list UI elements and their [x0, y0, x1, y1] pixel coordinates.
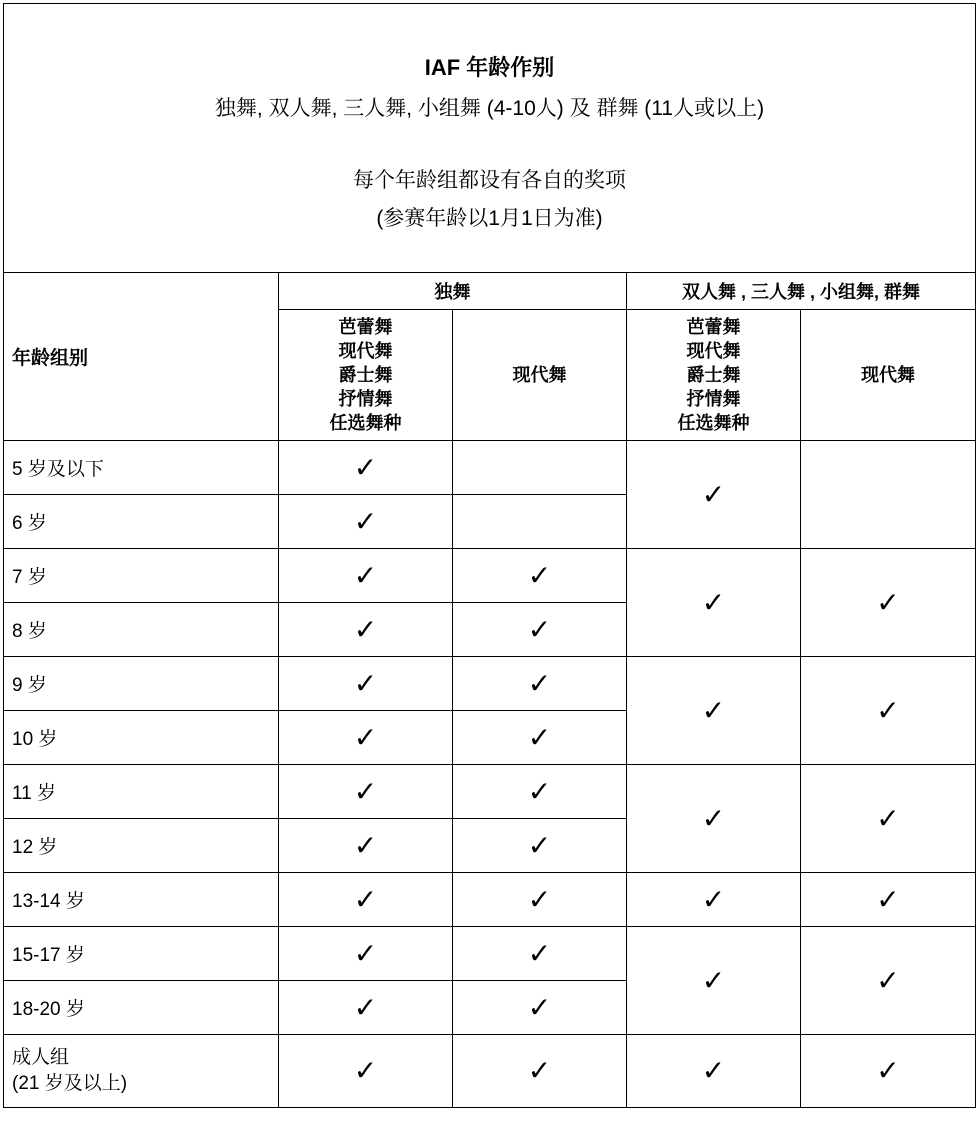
style-modern: 现代舞	[686, 341, 741, 361]
ensemble-all-cell	[627, 927, 801, 1035]
table-row	[4, 927, 976, 981]
ensemble-modern-cell	[801, 873, 976, 927]
solo-modern-cell	[453, 549, 627, 603]
adult-age-note: (21 岁及以上)	[12, 1073, 128, 1094]
check-icon: ✓	[353, 505, 378, 537]
solo-all-cell	[279, 927, 453, 981]
check-icon: ✓	[527, 667, 552, 699]
check-icon: ✓	[701, 883, 726, 915]
style-open: 任选舞种	[329, 413, 402, 433]
check-icon: ✓	[353, 721, 378, 753]
age-label: 5 岁及以下	[4, 441, 279, 495]
style-lyrical: 抒情舞	[686, 389, 741, 409]
solo-all-cell	[279, 603, 453, 657]
age-label	[4, 1035, 279, 1108]
solo-all-cell	[279, 441, 453, 495]
check-icon: ✓	[876, 694, 900, 726]
age-label: 13-14 岁	[4, 873, 279, 927]
ensemble-modern-header: 现代舞	[801, 310, 976, 441]
style-ballet: 芭蕾舞	[686, 317, 741, 337]
check-icon: ✓	[353, 775, 378, 807]
solo-modern-cell	[453, 981, 627, 1035]
table-row	[4, 657, 976, 711]
ensemble-modern-cell	[801, 1035, 976, 1108]
solo-modern-cell	[453, 873, 627, 927]
age-label: 8 岁	[4, 603, 279, 657]
solo-all-cell	[279, 873, 453, 927]
table-row	[4, 873, 976, 927]
style-jazz: 爵士舞	[338, 365, 393, 385]
check-icon: ✓	[876, 802, 900, 834]
check-icon: ✓	[876, 586, 900, 618]
check-icon: ✓	[527, 937, 552, 969]
ensemble-all-cell	[627, 441, 801, 549]
check-icon: ✓	[527, 829, 552, 861]
check-icon: ✓	[876, 1055, 900, 1086]
check-icon: ✓	[527, 775, 552, 807]
solo-modern-cell	[453, 441, 627, 495]
solo-styles-header	[279, 310, 453, 441]
ensemble-all-cell	[627, 1035, 801, 1108]
solo-all-cell	[279, 711, 453, 765]
check-icon: ✓	[876, 964, 900, 996]
check-icon: ✓	[353, 883, 378, 915]
table-row	[4, 765, 976, 819]
ensemble-modern-cell	[801, 765, 976, 873]
check-icon: ✓	[701, 964, 726, 996]
solo-modern-cell	[453, 711, 627, 765]
table-row	[4, 549, 976, 603]
title-block	[4, 4, 976, 273]
solo-modern-header: 现代舞	[453, 310, 627, 441]
award-note: 每个年龄组都设有各自的奖项	[353, 168, 626, 192]
adult-label: 成人组	[12, 1047, 70, 1068]
document-title: IAF 年龄作别	[424, 54, 555, 80]
age-label: 15-17 岁	[4, 927, 279, 981]
solo-all-cell	[279, 549, 453, 603]
check-icon: ✓	[701, 478, 726, 510]
style-ballet: 芭蕾舞	[338, 317, 393, 337]
age-group-header: 年龄组别	[4, 273, 279, 441]
check-icon: ✓	[353, 451, 378, 483]
solo-all-cell	[279, 657, 453, 711]
age-label: 18-20 岁	[4, 981, 279, 1035]
check-icon: ✓	[527, 721, 552, 753]
style-modern: 现代舞	[338, 341, 393, 361]
check-icon: ✓	[527, 613, 552, 645]
check-icon: ✓	[701, 586, 726, 618]
solo-all-cell	[279, 495, 453, 549]
solo-modern-cell	[453, 765, 627, 819]
solo-modern-cell	[453, 819, 627, 873]
ensemble-all-cell	[627, 549, 801, 657]
age-label: 12 岁	[4, 819, 279, 873]
document-subtitle: 独舞, 双人舞, 三人舞, 小组舞 (4-10人) 及 群舞 (11人或以上)	[214, 96, 765, 120]
check-icon: ✓	[527, 991, 552, 1023]
age-label: 10 岁	[4, 711, 279, 765]
check-icon: ✓	[701, 1055, 726, 1086]
check-icon: ✓	[353, 667, 378, 699]
check-icon: ✓	[353, 559, 378, 591]
check-icon: ✓	[353, 613, 378, 645]
check-icon: ✓	[353, 937, 378, 969]
check-icon: ✓	[353, 829, 378, 861]
age-group-document	[3, 3, 975, 1108]
ensemble-all-cell	[627, 873, 801, 927]
style-lyrical: 抒情舞	[338, 389, 393, 409]
table-row	[4, 1035, 976, 1108]
solo-all-cell	[279, 765, 453, 819]
check-icon: ✓	[527, 883, 552, 915]
age-group-table	[3, 3, 976, 1108]
style-open: 任选舞种	[677, 413, 750, 433]
check-icon: ✓	[527, 559, 552, 591]
check-icon: ✓	[701, 802, 726, 834]
ensemble-modern-cell	[801, 657, 976, 765]
age-rule-note: (参赛年龄以1月1日为准)	[376, 206, 603, 230]
table-row	[4, 441, 976, 495]
ensemble-header: 双人舞 , 三人舞 , 小组舞, 群舞	[627, 273, 976, 310]
solo-modern-cell	[453, 495, 627, 549]
check-icon: ✓	[701, 694, 726, 726]
age-label: 9 岁	[4, 657, 279, 711]
check-icon: ✓	[527, 1055, 552, 1086]
check-icon: ✓	[353, 1055, 378, 1086]
solo-modern-cell	[453, 927, 627, 981]
ensemble-all-cell	[627, 765, 801, 873]
age-label: 6 岁	[4, 495, 279, 549]
style-jazz: 爵士舞	[686, 365, 741, 385]
solo-header: 独舞	[279, 273, 627, 310]
ensemble-modern-cell	[801, 549, 976, 657]
ensemble-all-cell	[627, 657, 801, 765]
solo-modern-cell	[453, 657, 627, 711]
ensemble-styles-header	[627, 310, 801, 441]
age-label: 11 岁	[4, 765, 279, 819]
age-label: 7 岁	[4, 549, 279, 603]
ensemble-modern-cell	[801, 441, 976, 549]
solo-all-cell	[279, 1035, 453, 1108]
check-icon: ✓	[876, 883, 900, 915]
solo-modern-cell	[453, 1035, 627, 1108]
check-icon: ✓	[353, 991, 378, 1023]
ensemble-modern-cell	[801, 927, 976, 1035]
solo-all-cell	[279, 819, 453, 873]
solo-modern-cell	[453, 603, 627, 657]
solo-all-cell	[279, 981, 453, 1035]
